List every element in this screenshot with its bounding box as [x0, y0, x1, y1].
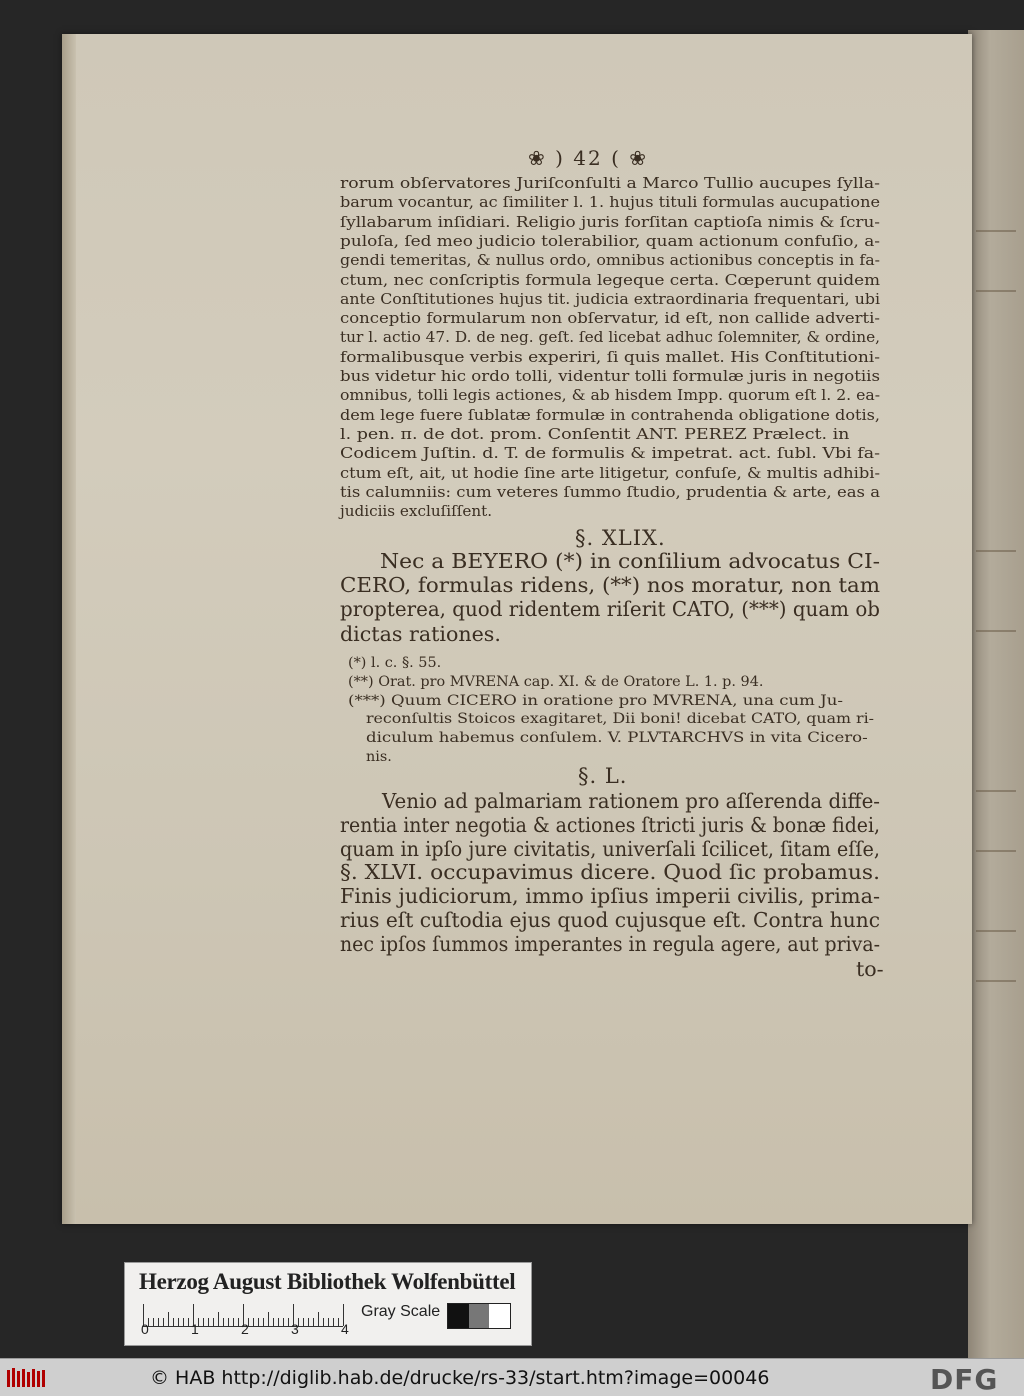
text-line: judiciis excluſiſſent. — [340, 502, 493, 521]
adjacent-page-edge — [968, 30, 1024, 1360]
ruler-tick — [273, 1318, 274, 1326]
ruler-tick — [158, 1318, 159, 1326]
ruler-tick — [178, 1318, 179, 1326]
ruler-tick — [223, 1318, 224, 1326]
ruler-tick — [228, 1318, 229, 1326]
text-line: (***) Quum CICERO in oratione pro MVRENA, una cum Ju- — [348, 692, 843, 709]
ruler-tick — [168, 1312, 169, 1326]
ruler-tick — [318, 1312, 319, 1326]
ruler-tick — [213, 1318, 214, 1326]
color-scale-card — [124, 1262, 532, 1346]
ruler-tick — [233, 1318, 234, 1326]
text-line: §. XLVI. occupavimus dicere. Quod ſic probamus. — [340, 860, 880, 885]
ruler-tick — [258, 1318, 259, 1326]
ruler-tick — [313, 1318, 314, 1326]
text-line: rentia inter negotia & actiones ſtricti juris & bonæ fidei, — [340, 812, 880, 837]
ruler-number: 1 — [191, 1321, 199, 1337]
text-line: Finis judiciorum, immo ipſius imperii civilis, prima- — [340, 884, 880, 909]
text-line: Nec a BEYERO (*) in conſilium advocatus CI- — [380, 549, 880, 573]
text-line: CERO, formulas ridens, (**) nos moratur, non tam — [340, 573, 880, 598]
text-line: ſyllabarum inſidiari. Religio juris forſitan captioſa nimis & ſcru- — [340, 212, 880, 231]
ruler-number: 3 — [291, 1321, 299, 1337]
dfg-logo: DFG — [930, 1363, 999, 1396]
ruler-tick — [283, 1318, 284, 1326]
text-line: nec ipſos ſummos imperantes in regula agere, aut priva- — [340, 931, 880, 956]
text-line: conceptio formularum non obſervatur, id eſt, non callide adverti- — [340, 309, 880, 328]
section-heading-l: §. L. — [578, 764, 628, 788]
text-line: formalibusque verbis experiri, ſi quis mallet. His Conſtitutioni- — [340, 347, 880, 366]
ruler-tick — [323, 1318, 324, 1326]
bleed-through-mark — [976, 290, 1016, 292]
text-line: dictas rationes. — [340, 621, 501, 646]
text-line: quam in ipſo jure civitatis, univerſali ſcilicet, ſitam eſſe, — [340, 836, 880, 861]
text-line: propterea, quod ridentem riſerit CATO, (***) quam ob — [340, 597, 880, 622]
ruler-tick — [328, 1318, 329, 1326]
library-name: Herzog August Bibliothek Wolfenbüttel — [139, 1269, 516, 1294]
running-head: ❀ ) 42 ( ❀ — [528, 146, 648, 170]
text-line: Venio ad palmariam rationem pro aſſerenda diffe- — [382, 789, 880, 813]
bleed-through-mark — [976, 980, 1016, 982]
ruler-tick — [338, 1318, 339, 1326]
gray-scale-label: Gray Scale — [361, 1303, 441, 1320]
text-line: barum vocantur, ac ſimiliter l. 1. hujus tituli formulas aucupatione — [340, 193, 880, 212]
ruler-tick — [278, 1318, 279, 1326]
ruler-tick — [163, 1318, 164, 1326]
text-line: gendi temeritas, & nullus ordo, omnibus actionibus conceptis in fa- — [340, 251, 880, 270]
text-line: dem lege fuere ſublatæ formulæ in contrahenda obligatione dotis, — [340, 405, 880, 424]
page-gutter — [62, 34, 76, 1224]
ruler-tick — [268, 1312, 269, 1326]
text-line: tis calumniis: cum veteres ſummo ſtudio, prudentia & arte, eas a — [340, 482, 880, 501]
ruler-tick — [288, 1318, 289, 1326]
gray-scale-swatches — [447, 1303, 511, 1329]
text-line: Codicem Juſtin. d. T. de formulis & impetrat. act. ſubl. Vbi fa- — [340, 444, 880, 463]
bleed-through-mark — [976, 790, 1016, 792]
text-line: (**) Orat. pro MVRENA cap. XI. & de Oratore L. 1. p. 94. — [348, 673, 764, 690]
bleed-through-mark — [976, 550, 1016, 552]
text-line: tur l. actio 47. D. de neg. geſt. ſed licebat adhuc ſolemniter, & ordine, — [340, 328, 880, 347]
hab-logo-icon — [6, 1367, 46, 1389]
bleed-through-mark — [976, 630, 1016, 632]
bleed-through-mark — [976, 930, 1016, 932]
bleed-through-mark — [976, 230, 1016, 232]
ruler-tick — [173, 1318, 174, 1326]
text-line: omnibus, tolli legis actiones, & ab hisdem Impp. quorum eſt l. 2. ea- — [340, 386, 880, 405]
ruler-tick — [208, 1318, 209, 1326]
ruler-tick — [188, 1318, 189, 1326]
ruler-tick — [218, 1312, 219, 1326]
section-heading-xlix: §. XLIX. — [575, 526, 666, 550]
text-line: (*) l. c. §. 55. — [348, 655, 442, 671]
bleed-through-mark — [976, 850, 1016, 852]
ruler-tick — [333, 1318, 334, 1326]
ruler-number: 0 — [141, 1321, 149, 1337]
ruler-tick — [263, 1318, 264, 1326]
text-line: ctum, nec conſcriptis formula legeque certa. Cœperunt quidem — [340, 270, 880, 289]
ruler-tick — [308, 1318, 309, 1326]
ruler-number: 4 — [341, 1321, 349, 1337]
text-line: ctum eſt, ait, ut hodie ſine arte litigetur, confuſe, & multis adhibi- — [340, 463, 880, 482]
text-line: bus videtur hic ordo tolli, videntur tolli formulæ juris in negotiis — [340, 367, 880, 385]
text-line: rius eſt cuſtodia ejus quod cujusque eſt. Contra hunc — [340, 908, 880, 932]
text-line: reconſultis Stoicos exagitaret, Dii boni! dicebat CATO, quam ri- — [366, 711, 874, 728]
ruler-tick — [303, 1318, 304, 1326]
source-url-link[interactable]: © HAB http://diglib.hab.de/drucke/rs-33/start.htm?image=00046 — [150, 1367, 770, 1389]
text-line: diculum habemus conſulem. V. PLVTARCHVS in vita Cicero- — [366, 730, 868, 747]
ruler-tick — [253, 1318, 254, 1326]
ruler-tick — [238, 1318, 239, 1326]
ruler-tick — [183, 1318, 184, 1326]
viewer-footer — [0, 1358, 1024, 1396]
ruler-number: 2 — [241, 1321, 249, 1337]
text-line: puloſa, ſed meo judicio tolerabilior, quam actionum confuſio, a- — [340, 231, 880, 250]
text-line: l. pen. π. de dot. prom. Conſentit ANT. PEREZ Prælect. in — [340, 424, 850, 443]
ruler-tick — [203, 1318, 204, 1326]
text-line: rorum obſervatores Juriſconſulti a Marco Tullio aucupes ſylla- — [340, 174, 880, 192]
catchword: to- — [856, 957, 884, 981]
text-line: ante Conſtitutiones hujus tit. judicia extraordinaria frequentari, ubi — [340, 289, 880, 308]
text-line: nis. — [366, 749, 392, 765]
ruler-tick — [153, 1318, 154, 1326]
